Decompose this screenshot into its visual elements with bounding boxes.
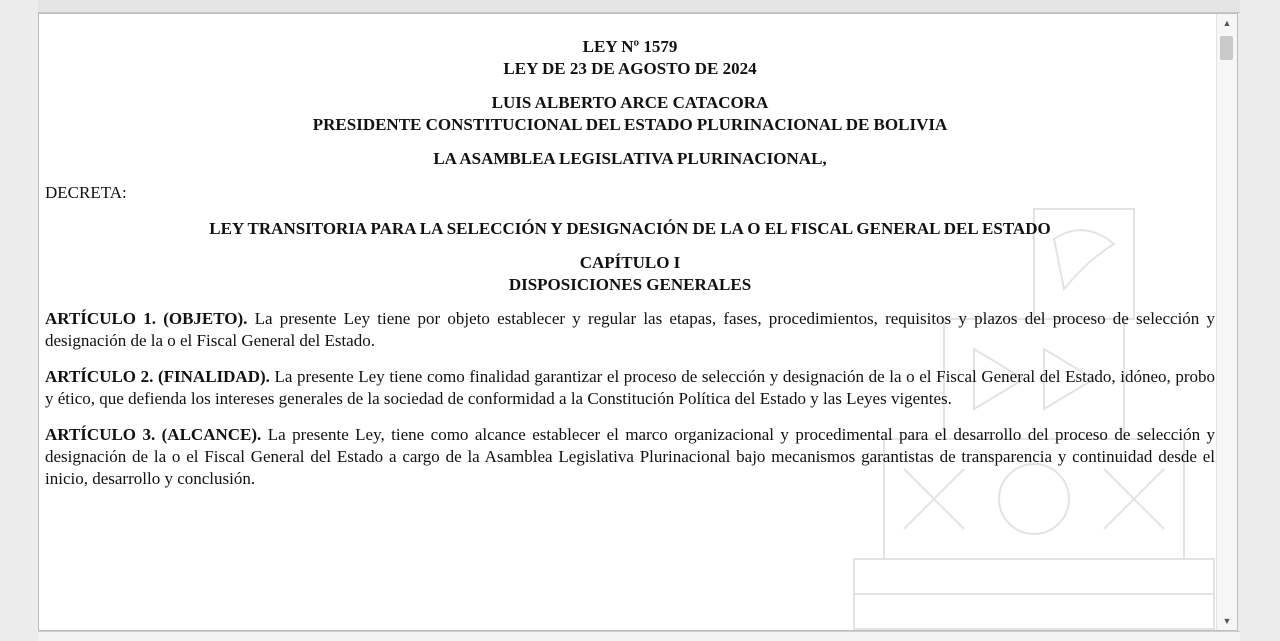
articulo-1-titulo: ARTÍCULO 1. (OBJETO). bbox=[45, 309, 248, 328]
articulo-2 bbox=[45, 366, 1215, 410]
presidente-cargo: PRESIDENTE CONSTITUCIONAL DEL ESTADO PLURINACIONAL DE BOLIVIA bbox=[312, 115, 948, 134]
articulo-1-texto: La presente Ley tiene por objeto establecer y regular las etapas, fases, procedimientos, requisitos y plazos del proceso de selección y designación de la o el Fiscal General del Estado. bbox=[45, 309, 1216, 350]
articulo-2-titulo: ARTÍCULO 2. (FINALIDAD). bbox=[45, 367, 270, 386]
arrow-up-icon[interactable]: ▲ bbox=[1222, 18, 1232, 28]
articulo-1 bbox=[45, 308, 1215, 352]
capitulo-titulo: DISPOSICIONES GENERALES bbox=[508, 275, 752, 294]
document-viewer[interactable] bbox=[38, 13, 1238, 631]
presidente-nombre: LUIS ALBERTO ARCE CATACORA bbox=[491, 93, 769, 112]
articulo-3-texto: La presente Ley, tiene como alcance establecer el marco organizacional y procedimental para el desarrollo del proceso de selección y designación de la o el Fiscal General del Estado a cargo de la Asamblea Legislativa Plurinacional bajo mecanismos garantistas de transparencia y continuidad desde el inicio, desarrollo y conclusión. bbox=[45, 425, 1216, 488]
capitulo-numero: CAPÍTULO I bbox=[579, 253, 681, 272]
document-page bbox=[45, 36, 1215, 504]
arrow-down-icon[interactable]: ▼ bbox=[1222, 616, 1232, 626]
ley-fecha: LEY DE 23 DE AGOSTO DE 2024 bbox=[503, 59, 757, 78]
top-edge bbox=[38, 0, 1240, 13]
asamblea: LA ASAMBLEA LEGISLATIVA PLURINACIONAL, bbox=[433, 149, 827, 168]
ley-titulo: LEY TRANSITORIA PARA LA SELECCIÓN Y DESIGNACIÓN DE LA O EL FISCAL GENERAL DEL ESTADO bbox=[209, 219, 1051, 238]
articulo-3-titulo: ARTÍCULO 3. (ALCANCE). bbox=[45, 425, 262, 444]
articulo-2-texto: La presente Ley tiene como finalidad garantizar el proceso de selección y designación de la o el Fiscal General del Estado, idóneo, probo y ético, que defienda los intereses generales de la sociedad de conformidad a la Constitución Política del Estado y las Leyes vigentes. bbox=[45, 367, 1216, 408]
scrollbar-thumb[interactable] bbox=[1220, 36, 1233, 60]
vertical-scrollbar[interactable] bbox=[1216, 14, 1237, 630]
ley-numero: LEY Nº 1579 bbox=[582, 37, 678, 56]
articulo-3 bbox=[45, 424, 1215, 490]
decreta: DECRETA: bbox=[45, 183, 127, 202]
